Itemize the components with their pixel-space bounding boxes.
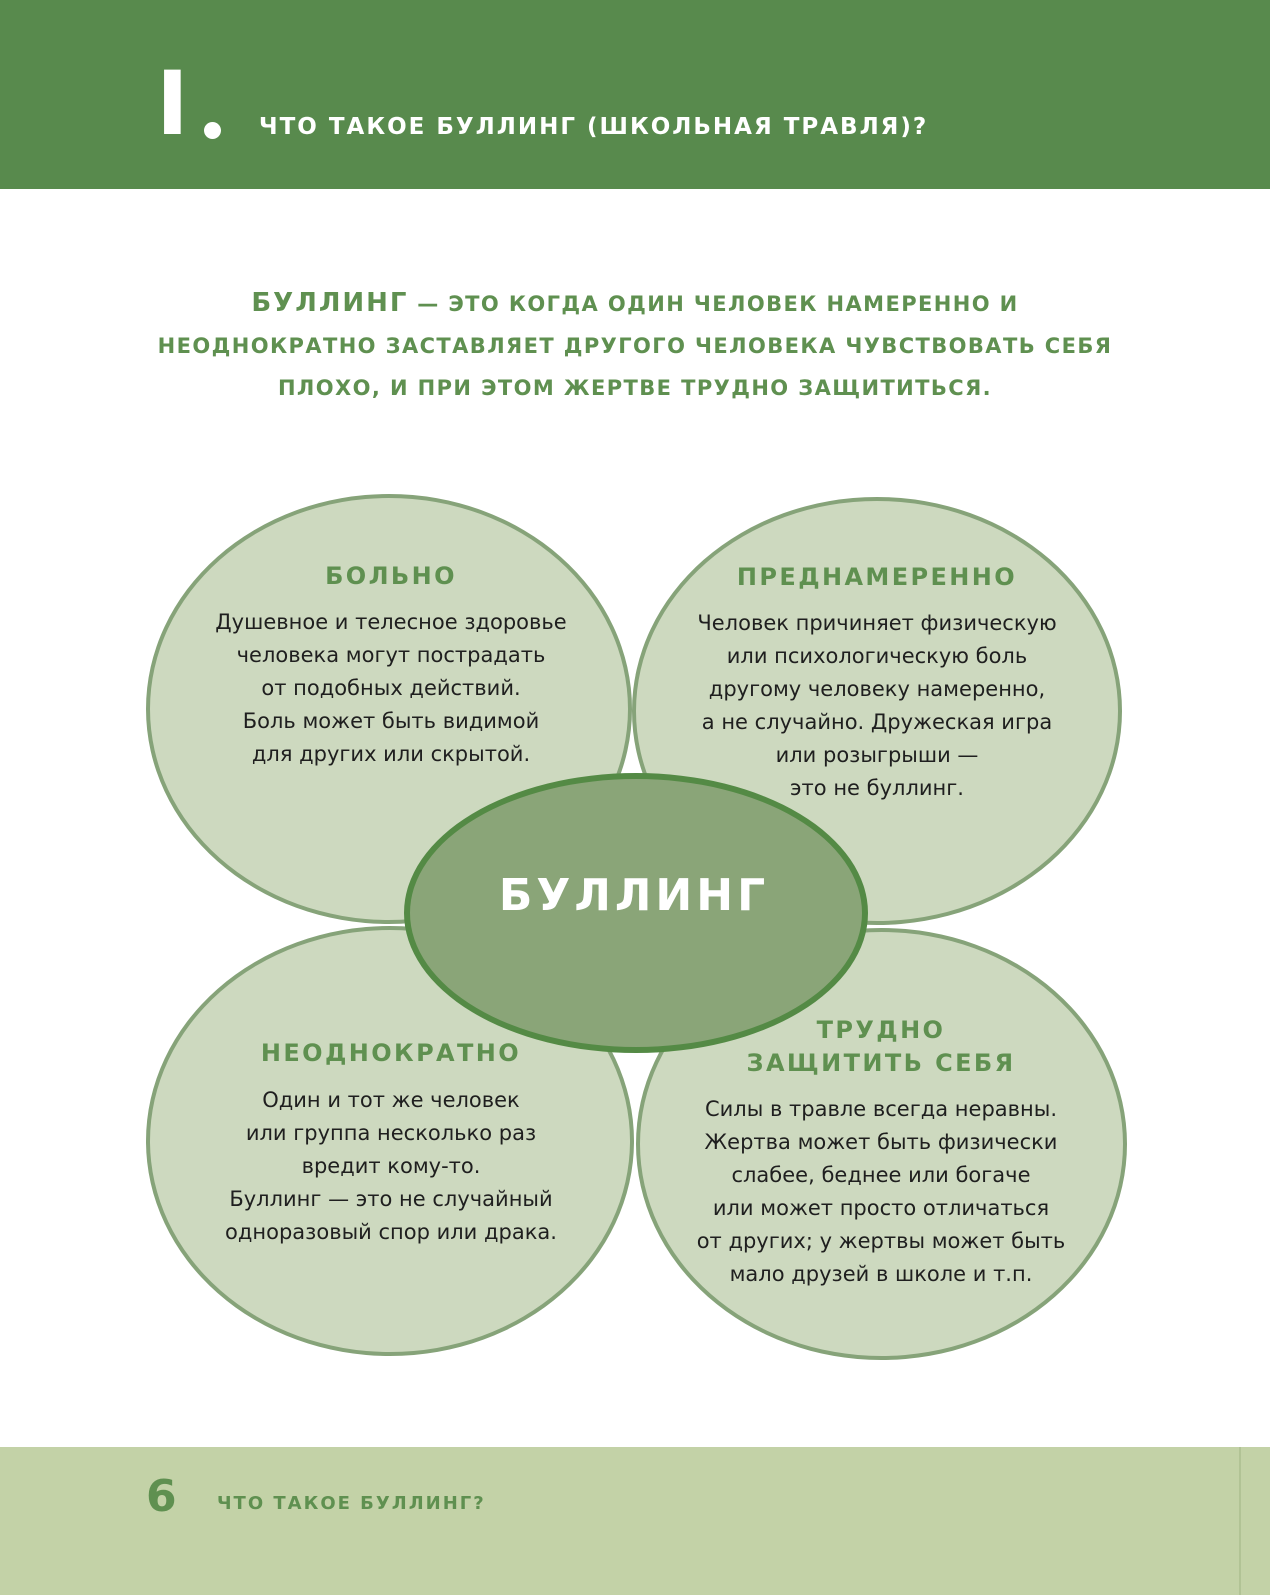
footer-divider <box>1239 1447 1241 1595</box>
definition-text: — ЭТО КОГДА ОДИН ЧЕЛОВЕК НАМЕРЕННО И НЕОДНОКРАТНО ЗАСТАВЛЯЕТ ДРУГОГО ЧЕЛОВЕКА ЧУВСТВОВАТЬ СЕБЯ ПЛОХО, И ПРИ ЭТОМ ЖЕРТВЕ ТРУДНО ЗАЩИТИТЬСЯ. <box>157 292 1113 400</box>
bubble-intentional-title: ПРЕДНАМЕРЕННО <box>736 563 1018 591</box>
bubble-repeated-title: НЕОДНОКРАТНО <box>260 1039 522 1067</box>
bubble-painful-title: БОЛЬНО <box>325 562 457 590</box>
chapter-title: ЧТО ТАКОЕ БУЛЛИНГ (ШКОЛЬНАЯ ТРАВЛЯ)? <box>259 114 929 140</box>
bubble-hard-to-defend-title: ТРУДНО ЗАЩИТИТЬ СЕБЯ <box>746 1016 1016 1077</box>
chapter-number: I <box>156 52 189 155</box>
definition-term: БУЛЛИНГ <box>251 288 409 318</box>
bubble-hard-to-defend-text: Силы в травле всегда неравны. Жертва может быть физически слабее, беднее или богаче или может просто отличаться от других; у жертвы может быть мало друзей в школе и т.п. <box>696 1097 1066 1286</box>
page-footer <box>0 1447 1270 1595</box>
center-label: БУЛЛИНГ <box>498 870 770 921</box>
bubble-repeated-text: Один и тот же человек или группа несколько раз вредит кому-то. Буллинг — это не случайный одноразовый спор или драка. <box>225 1088 557 1244</box>
running-title: ЧТО ТАКОЕ БУЛЛИНГ? <box>217 1493 486 1514</box>
bubble-intentional-text: Человек причиняет физическую или психологическую боль другому человеку намеренно, а не случайно. Дружеская игра или розыгрыши — это не буллинг. <box>697 611 1057 800</box>
page-number: 6 <box>146 1471 177 1522</box>
bubble-painful-text: Душевное и телесное здоровье человека могут пострадать от подобных действий. Боль может быть видимой для других или скрытой. <box>215 610 567 766</box>
